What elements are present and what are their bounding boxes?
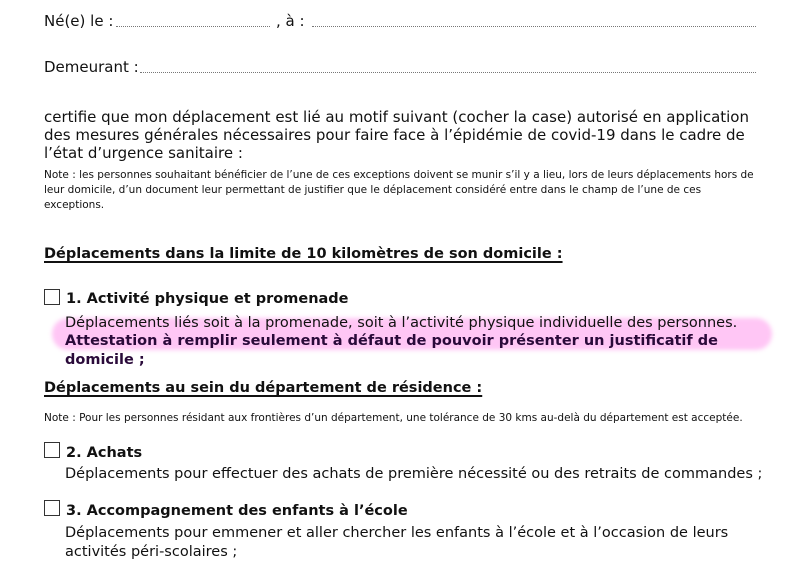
certify-paragraph: certifie que mon déplacement est lié au motif suivant (cocher la case) autorisé en application des mesures générales nécessaires pour faire face à l’épidémie de covid-19 dans le cadre de l’état d’urgence sanitaire : bbox=[44, 108, 749, 162]
section-title-10km: Déplacements dans la limite de 10 kilomètres de son domicile : bbox=[44, 246, 563, 262]
address-label: Demeurant : bbox=[44, 58, 139, 76]
item-desc-achats: Déplacements pour effectuer des achats de première nécessité ou des retraits de commandes ; bbox=[65, 466, 763, 482]
item-title-achats: 2. Achats bbox=[66, 445, 143, 461]
note-frontieres: Note : Pour les personnes résidant aux frontières d’un département, une tolérance de 30 kms au-delà du département est acceptée. bbox=[44, 412, 743, 424]
note-exceptions: Note : les personnes souhaitant bénéficier de l’une de ces exceptions doivent se munir s’il y a lieu, lors de leurs déplacements hors de leur domicile, d’un document leur permettant de justifier que le déplacement considéré entre dans le champ de l’une de ces exceptions. bbox=[44, 169, 754, 211]
item-desc-enfants: Déplacements pour emmener et aller chercher les enfants à l’école et à l’occasion de leurs activités péri-scolaires ; bbox=[65, 525, 729, 560]
item-title-activite: 1. Activité physique et promenade bbox=[66, 291, 349, 307]
checkbox-achats[interactable] bbox=[44, 442, 60, 458]
birth-place-label: , à : bbox=[276, 12, 305, 30]
item-title-enfants: 3. Accompagnement des enfants à l’école bbox=[66, 503, 408, 519]
checkbox-activite-physique[interactable] bbox=[44, 289, 60, 305]
address-field[interactable] bbox=[140, 72, 756, 73]
born-label: Né(e) le : bbox=[44, 12, 114, 30]
item-highlight-activite: Attestation à remplir seulement à défaut de pouvoir présenter un justificatif de domicile ; bbox=[65, 333, 718, 368]
birth-place-field[interactable] bbox=[312, 26, 756, 27]
birth-date-field[interactable] bbox=[116, 26, 270, 27]
item-desc-activite: Déplacements liés soit à la promenade, soit à l’activité physique individuelle des personnes. bbox=[65, 315, 738, 331]
section-title-departement: Déplacements au sein du département de résidence : bbox=[44, 380, 483, 396]
checkbox-enfants-ecole[interactable] bbox=[44, 500, 60, 516]
